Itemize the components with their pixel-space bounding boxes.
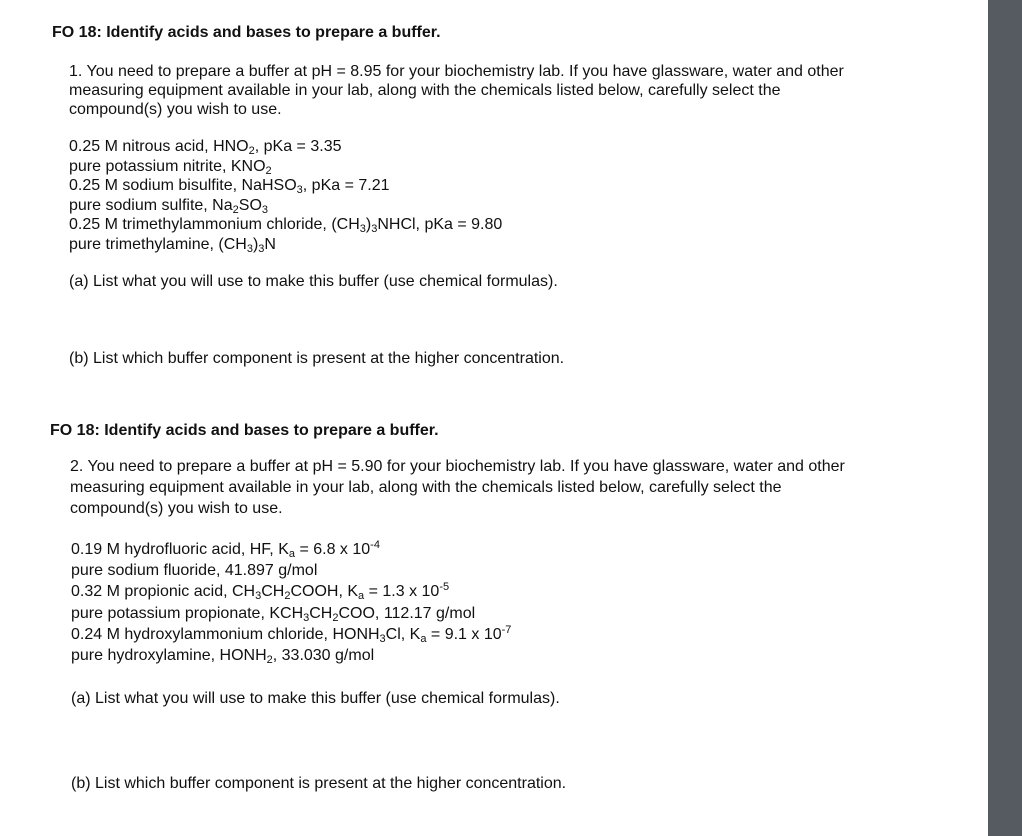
chemical-list-1 — [69, 137, 502, 255]
chemical-item: 0.19 M hydrofluoric acid, HF, $K_a = 6.8$ x $10^{-4}$ — [71, 539, 380, 560]
question-2-line: compound(s) you wish to use. — [70, 500, 283, 517]
chemical-item: pure hydroxylamine, $HONH_2$, 33.030 g/mol — [71, 646, 375, 666]
question-1-line: measuring equipment available in your lab, along with the chemicals listed below, carefully select the — [69, 82, 781, 99]
chemical-item: pure potassium nitrite, $KNO_2$ — [69, 157, 272, 177]
part-a-prompt: (a) List what you will use to make this buffer (use chemical formulas). — [69, 273, 558, 290]
chemical-item: pure trimethylamine, $(CH_3)_3N$ — [69, 235, 276, 255]
chemical-item: 0.25 M nitrous acid, $HNO_2$, pKa = 3.35 — [69, 138, 342, 157]
chemical-item: 0.25 M trimethylammonium chloride, $(CH_3)_3NHCl$, pKa = 9.80 — [69, 216, 503, 236]
chemical-item: 0.32 M propionic acid, $CH_3CH_2COOH$, $K_a = 1.3$ x $10^{-5}$ — [71, 581, 450, 603]
chemical-item: pure potassium propionate, $KCH_3CH_2COO$, 112.17 g/mol — [71, 604, 476, 624]
part-b-prompt: (b) List which buffer component is present at the higher concentration. — [69, 350, 565, 367]
part-a-prompt: (a) List what you will use to make this buffer (use chemical formulas). — [71, 690, 560, 707]
section-2-heading: FO 18: Identify acids and bases to prepare a buffer. — [50, 422, 439, 439]
question-1-text — [69, 62, 844, 119]
question-1-line: compound(s) you wish to use. — [69, 101, 282, 118]
question-1-line: 1. You need to prepare a buffer at pH = 8.95 for your biochemistry lab. If you have glassware, water and other — [69, 63, 844, 80]
chemical-item: pure sodium fluoride, 41.897 g/mol — [71, 562, 318, 580]
chemical-list-2 — [71, 539, 511, 666]
viewer-side-panel — [988, 0, 1022, 836]
part-b-prompt: (b) List which buffer component is present at the higher concentration. — [71, 775, 567, 792]
chemical-item: 0.25 M sodium bisulfite, NaHSO$_3$, pKa = 7.21 — [69, 177, 390, 197]
section-1-heading: FO 18: Identify acids and bases to prepare a buffer. — [52, 24, 441, 41]
chemical-item: pure sodium sulfite, $Na_2SO_3$ — [69, 196, 269, 216]
question-2-text — [70, 456, 845, 519]
chemical-item: 0.24 M hydroxylammonium chloride, $HONH_3Cl$, $K_a = 9.1$ x $10^{-7}$ — [71, 623, 512, 645]
question-2-line: measuring equipment available in your lab, along with the chemicals listed below, carefully select the — [70, 479, 782, 496]
question-2-line: 2. You need to prepare a buffer at pH = 5.90 for your biochemistry lab. If you have glassware, water and other — [70, 458, 845, 475]
